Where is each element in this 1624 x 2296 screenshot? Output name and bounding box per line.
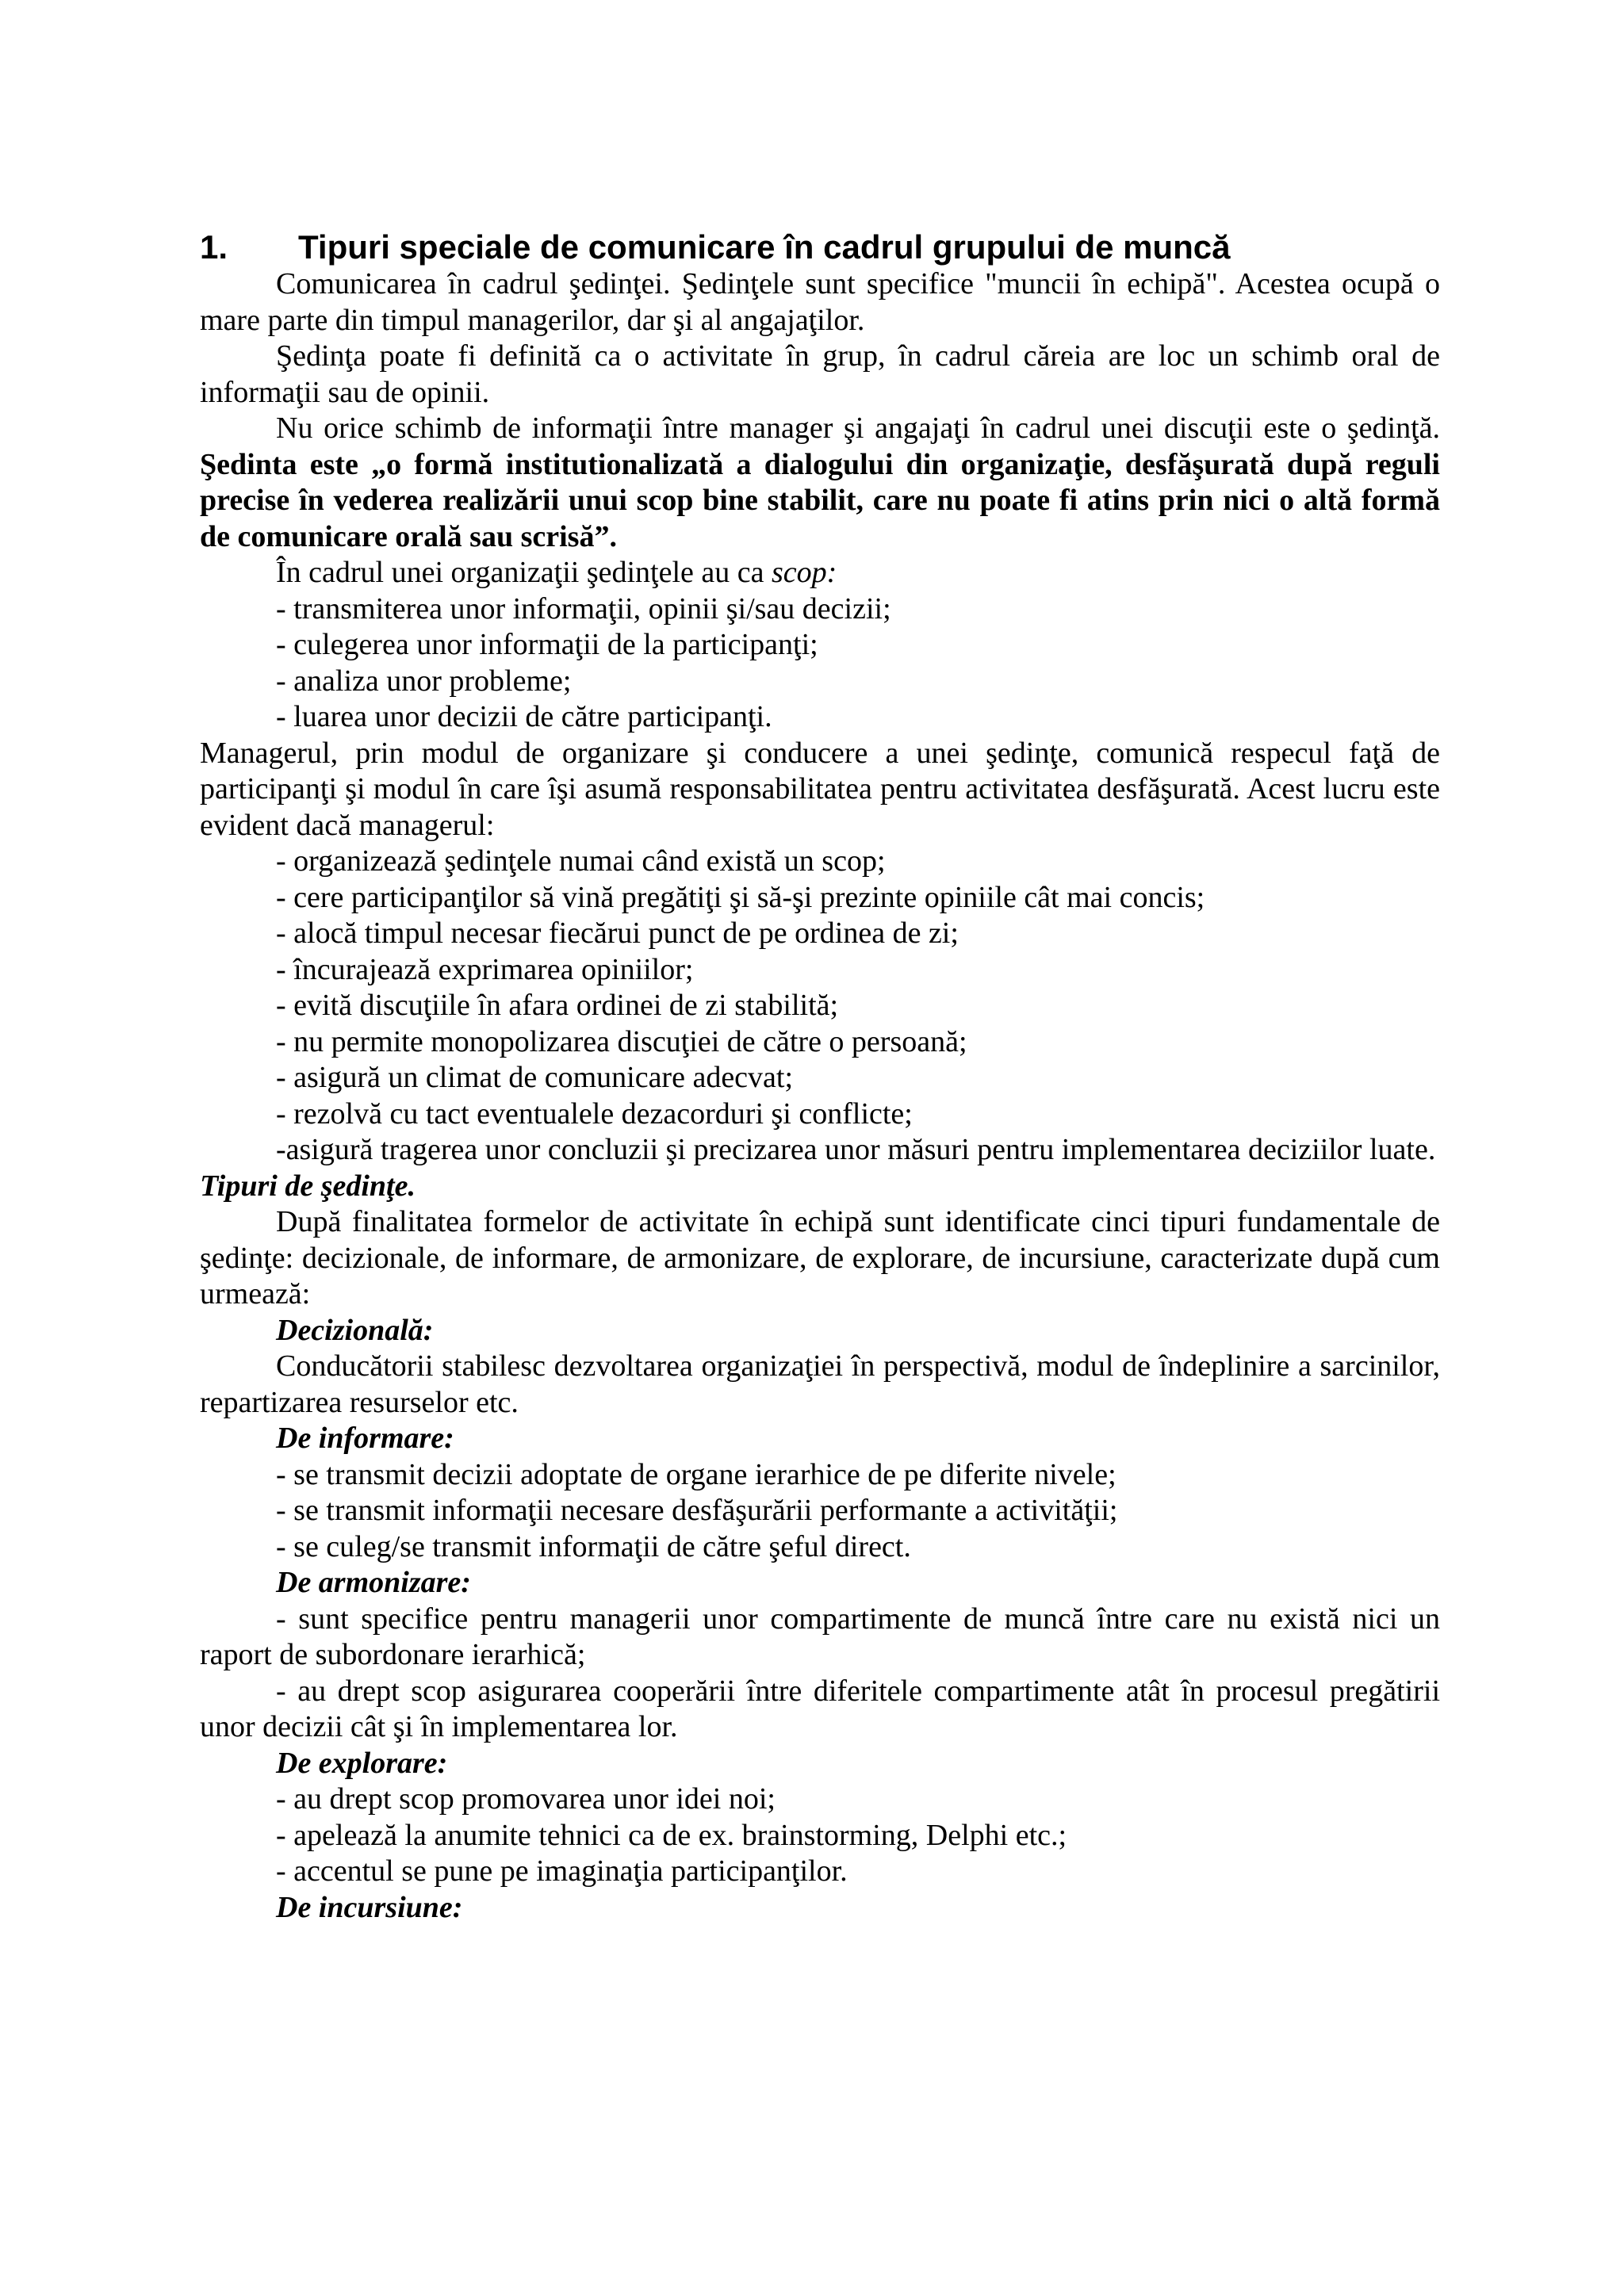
definition-lead: Nu orice schimb de informaţii între manager şi angajaţi în cadrul unei discuţii este o şedinţă. (276, 411, 1440, 445)
purpose-item: - culegerea unor informaţii de la participanţi; (276, 628, 818, 661)
purpose-italic: scop: (771, 556, 837, 589)
intro-paragraph-1: Comunicarea în cadrul şedinţei. Şedinţele sunt specifice "muncii în echipă". Acestea ocupă o mare parte din timpul managerilor, dar şi al angajaţilor. (200, 267, 1440, 337)
definition-paragraph (200, 411, 1440, 555)
manager-item: - asigură un climat de comunicare adecvat; (276, 1061, 794, 1094)
section-title: Tipuri speciale de comunicare în cadrul grupului de muncă (298, 228, 1231, 266)
type-incursiune-title: De incursiune: (276, 1890, 463, 1924)
manager-item: - nu permite monopolizarea discuţiei de către o persoană; (276, 1024, 967, 1058)
purpose-item: - luarea unor decizii de către participanţi. (276, 700, 772, 733)
type-decizionala-title: Decizională: (276, 1313, 434, 1347)
type-decizionala-text: Conducătorii stabilesc dezvoltarea organizaţiei în perspectivă, modul de îndeplinire a sarcinilor, repartizarea resurselor etc. (200, 1349, 1440, 1419)
manager-item: - încurajează exprimarea opiniilor; (276, 952, 694, 986)
document-page (200, 228, 1440, 1926)
type-informare-item: - se culeg/se transmit informaţii de către şeful direct. (276, 1529, 911, 1563)
intro-paragraph-2: Şedinţa poate fi definită ca o activitate în grup, în cadrul căreia are loc un schimb oral de informaţii sau de opinii. (200, 339, 1440, 409)
purpose-lead-paragraph (200, 555, 1440, 591)
manager-item-last: -asigură tragerea unor concluzii şi precizarea unor măsuri pentru implementarea deciziilor luate. (276, 1133, 1436, 1166)
type-explorare-title: De explorare: (276, 1746, 448, 1780)
manager-item: - cere participanţilor să vină pregătiţi şi să-şi prezinte opiniile cât mai concis; (276, 880, 1205, 914)
manager-item: - rezolvă cu tact eventualele dezacorduri şi conflicte; (276, 1096, 913, 1131)
type-informare-item: - se transmit informaţii necesare desfăşurării performante a activităţii; (276, 1494, 1118, 1527)
types-title: Tipuri de şedinţe. (200, 1169, 416, 1203)
purpose-item: - transmiterea unor informaţii, opinii şi/sau decizii; (276, 591, 891, 626)
type-informare-item: - se transmit decizii adoptate de organe ierarhice de pe diferite nivele; (276, 1457, 1116, 1491)
manager-paragraph: Managerul, prin modul de organizare şi conducere a unei şedinţe, comunică respecul faţă de participanţi şi modul în care îşi asumă responsabilitatea pentru activitatea desfăşurată. Acest lucru este evident dacă managerul: (200, 736, 1440, 842)
types-intro: După finalitatea formelor de activitate în echipă sunt identificate cinci tipuri fundamentale de şedinţe: decizionale, de informare, de armonizare, de explorare, de incursiune, caracterizate după cum urmează: (200, 1205, 1440, 1311)
type-armonizare-item: - sunt specifice pentru managerii unor compartimente de muncă între care nu există nici un raport de subordonare ierarhică; (200, 1601, 1440, 1671)
definition-bold: Şedinta este „o formă institutionalizată a dialogului din organizaţie, desfăşurată după reguli precise în vederea realizării unui scop bine stabilit, care nu poate fi atins prin nici o altă formă de comunicare orală sau scrisă”. (200, 447, 1440, 553)
purpose-item: - analiza unor probleme; (276, 664, 572, 698)
manager-item: - evită discuţiile în afara ordinei de zi stabilită; (276, 989, 839, 1022)
type-armonizare-item: - au drept scop asigurarea cooperării între diferitele compartimente atât în procesul pregătirii unor decizii cât şi în implementarea lor. (200, 1674, 1440, 1743)
type-informare-title: De informare: (276, 1422, 454, 1455)
type-armonizare-title: De armonizare: (276, 1566, 471, 1599)
manager-item: - organizează şedinţele numai când există un scop; (276, 844, 886, 878)
type-explorare-item: - au drept scop promovarea unor idei noi; (276, 1782, 776, 1816)
purpose-lead: În cadrul unei organizaţii şedinţele au ca (276, 556, 772, 589)
section-number: 1. (200, 228, 228, 266)
manager-item: - alocă timpul necesar fiecărui punct de pe ordinea de zi; (276, 916, 959, 950)
type-explorare-item: - accentul se pune pe imaginaţia participanţilor. (276, 1854, 848, 1888)
section-heading (200, 228, 1440, 266)
type-explorare-item: - apelează la anumite tehnici ca de ex. brainstorming, Delphi etc.; (276, 1818, 1067, 1852)
